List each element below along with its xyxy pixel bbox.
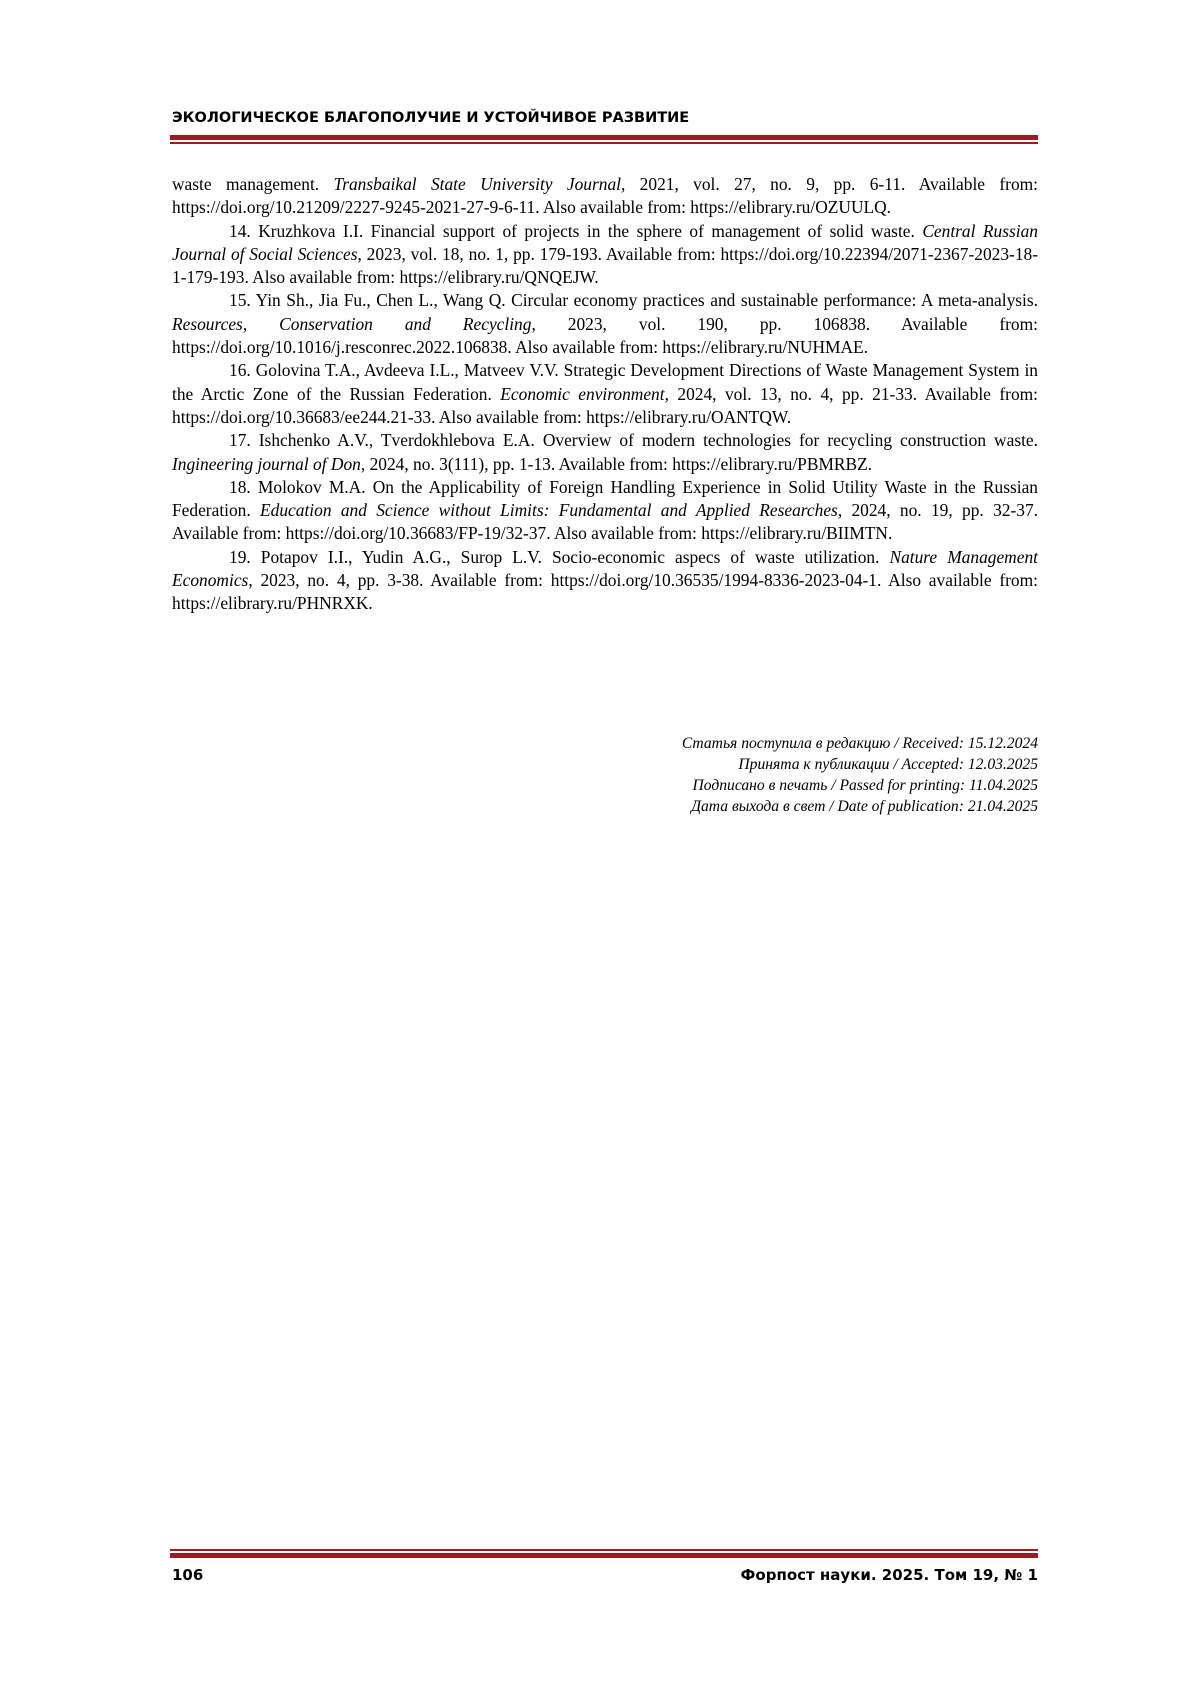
ref-journal: Education and Science without Limits: Fundamental and Applied Researches	[260, 500, 838, 521]
reference-14	[172, 220, 1038, 290]
ref-text: , 2021, vol. 27, no. 9, pp. 6-11. Available from: https://doi.org/10.21209/2227-9245-2021-27-9-6-11. Also available from: https://elibrary.ru/OZUULQ.	[172, 174, 1039, 218]
ref-text: , 2024, no. 3(111), pp. 1-13. Available from: https://elibrary.ru/PBMRBZ.	[360, 453, 873, 474]
ref-journal: Economic environment	[500, 383, 665, 404]
footer-rule-thin	[170, 1549, 1038, 1551]
reference-16	[172, 359, 1038, 429]
ref-text: , 2023, vol. 18, no. 1, pp. 179-193. Available from: https://doi.org/10.22394/2071-2367-2023-18-1-179-193. Also available from: https://elibrary.ru/QNQEJW.	[172, 243, 1038, 288]
ref-text: , 2023, vol. 190, pp. 106838. Available from: https://doi.org/10.1016/j.resconrec.2022.106838. Also available from: https://elibrary.ru/NUHMAE.	[172, 313, 1038, 358]
publication-dates	[172, 733, 1038, 817]
header-rule-thick	[170, 135, 1038, 140]
ref-journal: Transbaikal State University Journal	[333, 174, 621, 194]
ref-text: 19. Potapov I.I., Yudin A.G., Surop L.V. Socio-economic aspecs of waste utilization.	[229, 546, 890, 567]
ref-text: 14. Kruzhkova I.I. Financial support of projects in the sphere of management of solid waste.	[229, 220, 923, 241]
date-printing: Подписано в печать / Passed for printing: 11.04.2025	[692, 777, 1038, 794]
ref-journal: Central Russian Journal of Social Sciences	[172, 220, 1038, 264]
ref-text: 18. Molokov M.A. On the Applicability of Foreign Handling Experience in Solid Utility Waste in the Russian Federation.	[172, 476, 1038, 521]
reference-19	[172, 546, 1038, 616]
reference-18	[172, 476, 1038, 546]
ref-text: , 2024, vol. 13, no. 4, pp. 21-33. Available from: https://doi.org/10.36683/ee244.21-33. Also available from: https://elibrary.ru/OANTQW.	[172, 383, 1039, 427]
page-number: 106	[172, 1566, 204, 1584]
ref-text: , 2023, no. 4, pp. 3-38. Available from: https://doi.org/10.36535/1994-8336-2023-04-1. Also available from: https://elibrary.ru/PHNRXK.	[172, 570, 1038, 614]
date-published: Дата выхода в свет / Date of publication: 21.04.2025	[691, 798, 1038, 815]
ref-text: 17. Ishchenko A.V., Tverdokhlebova E.A. Overview of modern technologies for recycling construction waste.	[229, 430, 1038, 451]
ref-journal: Nature Management Economics	[172, 546, 1038, 591]
journal-issue: Форпост науки. 2025. Том 19, № 1	[740, 1566, 1038, 1584]
reference-continuation	[172, 173, 1038, 220]
running-head-title: ЭКОЛОГИЧЕСКОЕ БЛАГОПОЛУЧИЕ И УСТОЙЧИВОЕ РАЗВИТИЕ	[172, 110, 690, 126]
ref-text: 15. Yin Sh., Jia Fu., Chen L., Wang Q. Circular economy practices and sustainable performance: A meta-analysis.	[229, 290, 1038, 311]
ref-journal: Ingineering journal of Don	[172, 453, 361, 474]
footer-rule-thick	[170, 1553, 1038, 1558]
ref-text: 16. Golovina T.A., Avdeeva I.L., Matveev V.V. Strategic Development Directions of Waste Management System in the Arctic Zone of the Russian Federation.	[172, 360, 1038, 404]
date-received: Статья поступила в редакцию / Received: 15.12.2024	[681, 735, 1038, 752]
ref-journal: Resources, Conservation and Recycling	[172, 313, 532, 334]
reference-list	[172, 173, 1038, 616]
reference-15	[172, 289, 1038, 359]
ref-text: waste management.	[172, 174, 334, 194]
date-accepted: Принята к публикации / Accepted: 12.03.2025	[738, 756, 1038, 773]
header-rule-thin	[170, 142, 1038, 144]
ref-text: , 2024, no. 19, pp. 32-37. Available from: https://doi.org/10.36683/FP-19/32-37. Also available from: https://elibrary.ru/BIIMTN.	[172, 500, 1038, 544]
reference-17	[172, 429, 1038, 476]
